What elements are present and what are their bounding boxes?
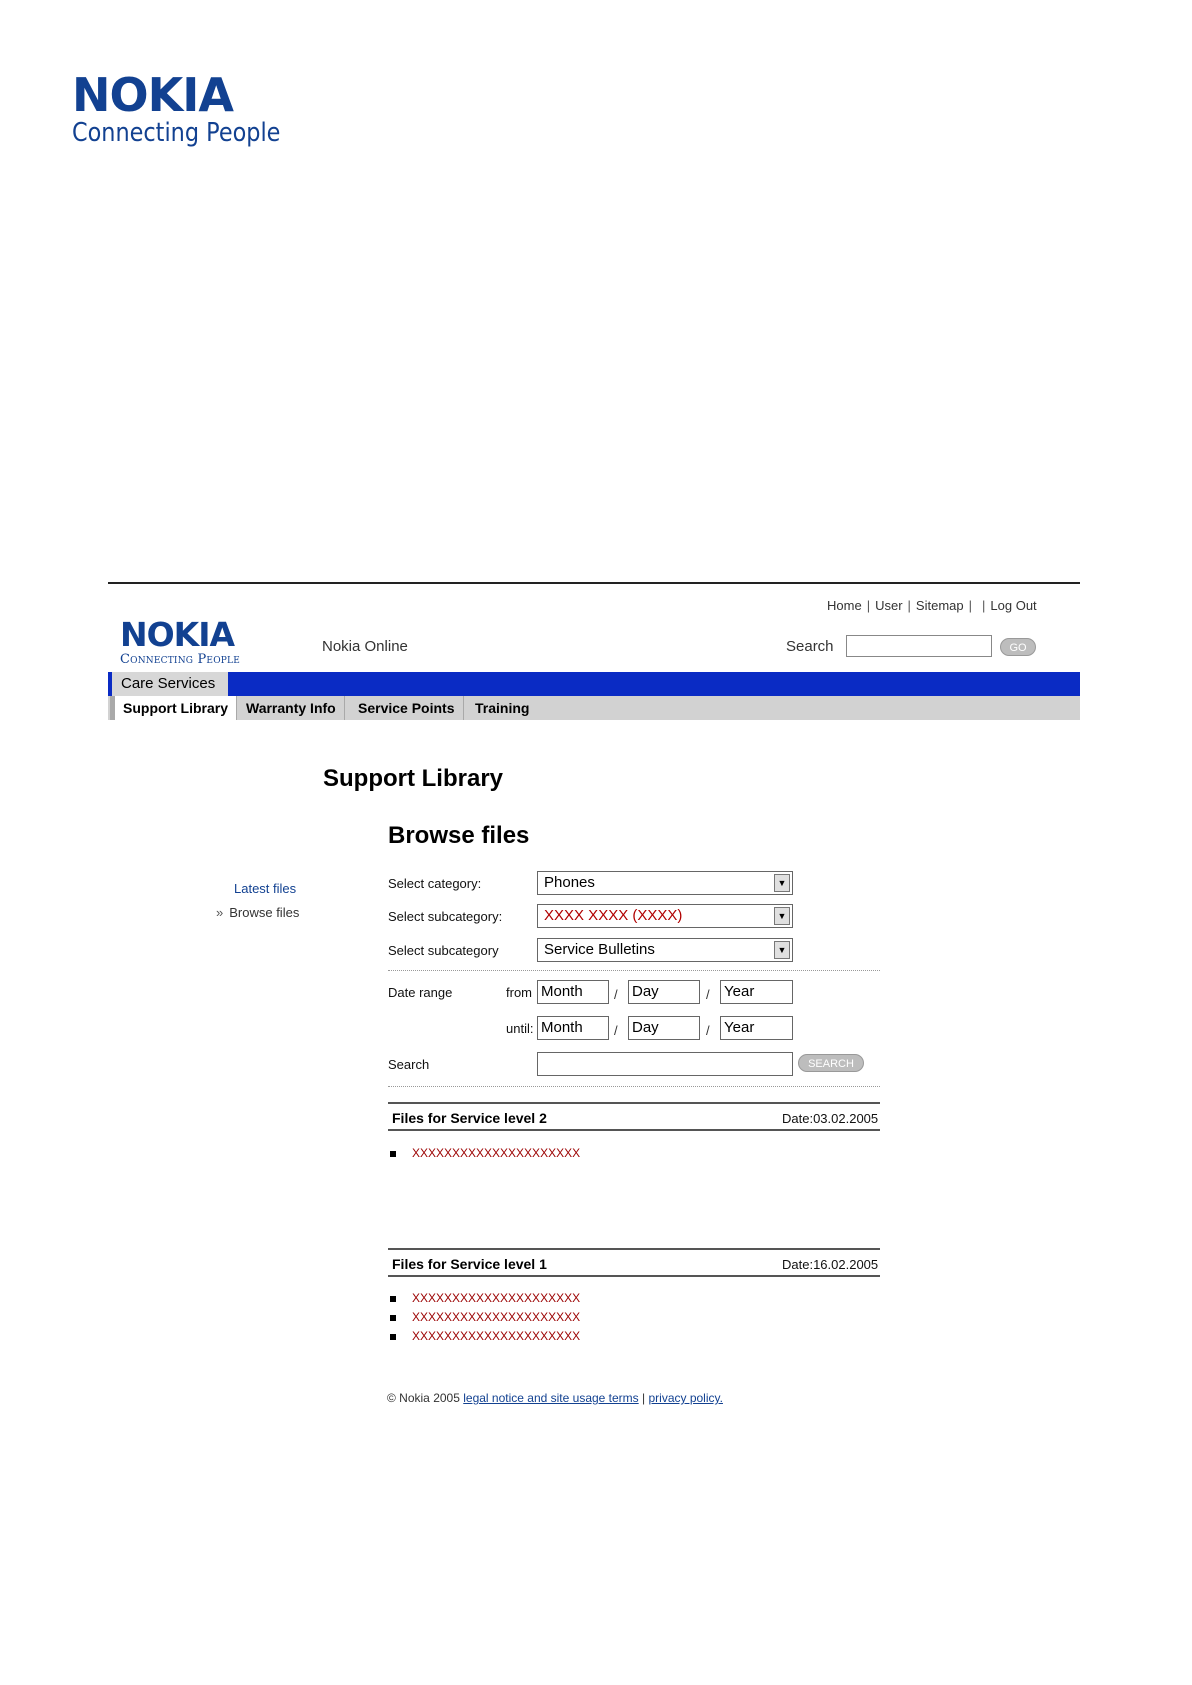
site-logo-tagline: Connecting People — [120, 652, 240, 667]
group-divider — [388, 1129, 880, 1131]
date-slash: / — [614, 987, 618, 1002]
tab-service-points[interactable]: Service Points — [350, 696, 464, 720]
search-input[interactable] — [537, 1052, 793, 1076]
file-link[interactable]: XXXXXXXXXXXXXXXXXXXXX — [412, 1310, 581, 1324]
sidebar-item-browse-label: Browse files — [229, 905, 300, 920]
until-label: until: — [506, 1021, 534, 1036]
form-divider — [388, 1086, 880, 1087]
subcategory-select-1-value: XXXX XXXX (XXXX) — [544, 907, 683, 924]
chevron-down-icon[interactable]: ▼ — [774, 907, 790, 925]
go-button[interactable]: GO — [1000, 638, 1036, 656]
group-divider — [388, 1275, 880, 1277]
page-title: Support Library — [323, 765, 504, 792]
document-logo-tagline: Connecting People — [72, 118, 281, 148]
until-day-input[interactable]: Day — [628, 1016, 700, 1040]
category-select[interactable] — [537, 871, 793, 895]
from-month-input[interactable]: Month — [537, 980, 609, 1004]
category-select-value: Phones — [544, 874, 595, 891]
privacy-policy-link[interactable]: privacy policy. — [648, 1391, 723, 1405]
sitemap-link[interactable]: Sitemap — [915, 598, 964, 613]
list-item[interactable] — [390, 1291, 580, 1305]
bullet-icon — [390, 1151, 396, 1157]
site-logo-brand: NOKIA — [120, 615, 235, 654]
category-label: Select category: — [388, 876, 482, 891]
double-arrow-icon: » — [216, 905, 224, 920]
from-year-input[interactable]: Year — [720, 980, 793, 1004]
subcategory-select-2[interactable] — [537, 938, 793, 962]
legal-notice-link[interactable]: legal notice and site usage terms — [463, 1391, 639, 1405]
tab-warranty-info[interactable]: Warranty Info — [238, 696, 345, 720]
care-services-tab[interactable]: Care Services — [112, 672, 228, 696]
from-label: from — [506, 985, 532, 1000]
browse-files-title: Browse files — [388, 822, 530, 849]
file-link[interactable]: XXXXXXXXXXXXXXXXXXXXX — [412, 1329, 581, 1343]
chevron-down-icon[interactable]: ▼ — [774, 874, 790, 892]
date-slash: / — [706, 987, 710, 1002]
header-search-label: Search — [786, 638, 834, 655]
tab-support-library[interactable]: Support Library — [110, 696, 237, 720]
subcategory-select-2-value: Service Bulletins — [544, 941, 655, 958]
group-title-level-1: Files for Service level 1 — [392, 1256, 547, 1272]
chevron-down-icon[interactable]: ▼ — [774, 941, 790, 959]
site-title: Nokia Online — [322, 638, 408, 655]
list-item[interactable] — [390, 1146, 580, 1160]
section-bar — [108, 672, 1080, 696]
subcategory-label-2: Select subcategory — [388, 943, 499, 958]
header-search-input[interactable] — [846, 635, 992, 657]
utility-links: Home | User | Sitemap | | Log Out — [827, 598, 1037, 613]
subcategory-select-1[interactable] — [537, 904, 793, 928]
date-range-label: Date range — [388, 985, 453, 1000]
file-link[interactable]: XXXXXXXXXXXXXXXXXXXXX — [412, 1146, 581, 1160]
search-label: Search — [388, 1057, 430, 1072]
home-link[interactable]: Home — [827, 598, 862, 613]
sidebar-item-browse-files[interactable] — [216, 905, 299, 920]
subcategory-label-1: Select subcategory: — [388, 909, 503, 924]
user-link[interactable]: User — [875, 598, 903, 613]
bullet-icon — [390, 1296, 396, 1302]
footer-separator: | — [642, 1391, 646, 1405]
group-divider — [388, 1248, 880, 1250]
file-link[interactable]: XXXXXXXXXXXXXXXXXXXXX — [412, 1291, 581, 1305]
group-date-level-2: Date:03.02.2005 — [782, 1111, 879, 1126]
until-month-input[interactable]: Month — [537, 1016, 609, 1040]
date-slash: / — [706, 1023, 710, 1038]
until-year-input[interactable]: Year — [720, 1016, 793, 1040]
bullet-icon — [390, 1315, 396, 1321]
header-divider — [108, 582, 1080, 584]
document-logo — [72, 68, 314, 148]
form-divider — [388, 970, 880, 971]
copyright: © Nokia 2005 — [387, 1391, 460, 1405]
list-item[interactable] — [390, 1329, 580, 1343]
sidebar-item-latest-files[interactable]: Latest files — [234, 881, 297, 896]
group-date-level-1: Date:16.02.2005 — [782, 1257, 879, 1272]
footer — [387, 1391, 723, 1405]
from-day-input[interactable]: Day — [628, 980, 700, 1004]
group-title-level-2: Files for Service level 2 — [392, 1110, 547, 1126]
search-button[interactable]: SEARCH — [798, 1054, 864, 1072]
list-item[interactable] — [390, 1310, 580, 1324]
group-divider — [388, 1102, 880, 1104]
document-logo-brand: NOKIA — [72, 68, 233, 122]
date-slash: / — [614, 1023, 618, 1038]
logout-link[interactable]: Log Out — [990, 598, 1037, 613]
tab-training[interactable]: Training — [475, 700, 530, 716]
bullet-icon — [390, 1334, 396, 1340]
site-logo[interactable] — [120, 615, 240, 667]
